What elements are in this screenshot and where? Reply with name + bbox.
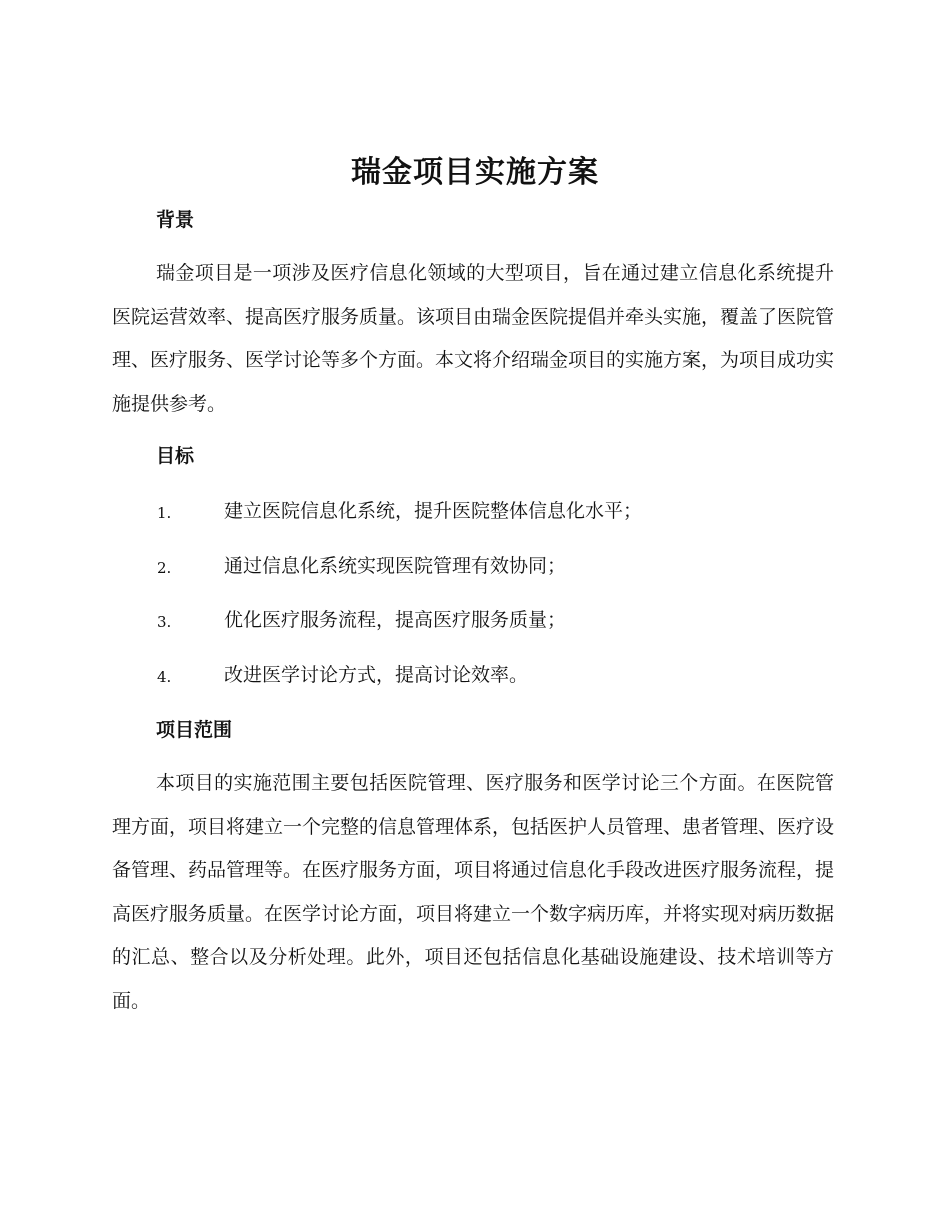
scope-paragraph: 本项目的实施范围主要包括医院管理、医疗服务和医学讨论三个方面。在医院管理方面，项目将建立一个完整的信息管理体系，包括医护人员管理、患者管理、医疗设备管理、药品管理等。在医疗服务方面，项目将通过信息化手段改进医疗服务流程，提高医疗服务质量。在医学讨论方面，项目将建立一个数字病历库，并将实现对病历数据的汇总、整合以及分析处理。此外，项目还包括信息化基础设施建设、技术培训等方面。 [112, 772, 835, 1012]
page-title: 瑞金项目实施方案 [351, 155, 599, 190]
list-item-number: 3. [157, 613, 172, 632]
list-item-number: 1. [157, 504, 172, 522]
list-item-text: 改进医学讨论方式，提高讨论效率。 [224, 664, 529, 687]
list-item [0, 597, 950, 652]
list-item [0, 543, 950, 598]
list-item [0, 652, 950, 707]
list-item-text: 通过信息化系统实现医院管理有效协同； [224, 554, 567, 577]
section-heading-scope: 项目范围 [156, 719, 233, 741]
goals-list [0, 488, 950, 707]
section-heading-goals: 目标 [156, 445, 195, 467]
list-item-text: 优化医疗服务流程，提高医疗服务质量； [224, 609, 567, 632]
list-item-number: 2. [157, 558, 172, 577]
section-heading-background: 背景 [156, 209, 195, 231]
list-item [0, 488, 950, 543]
list-item-number: 4. [157, 668, 172, 687]
background-paragraph: 瑞金项目是一项涉及医疗信息化领域的大型项目，旨在通过建立信息化系统提升医院运营效率、提高医疗服务质量。该项目由瑞金医院提倡并牵头实施，覆盖了医院管理、医疗服务、医学讨论等多个方面。本文将介绍瑞金项目的实施方案，为项目成功实施提供参考。 [112, 262, 835, 415]
list-item-text: 建立医院信息化系统，提升医院整体信息化水平； [224, 500, 643, 522]
